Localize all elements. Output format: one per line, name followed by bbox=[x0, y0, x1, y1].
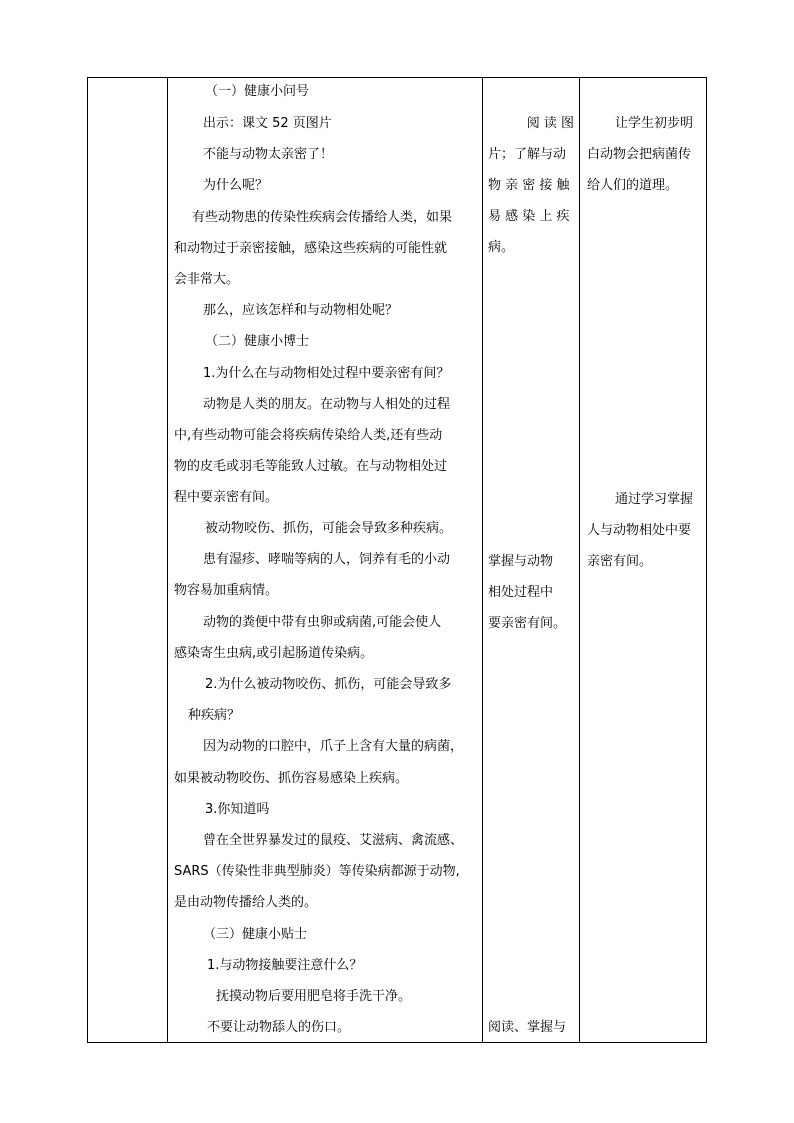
content-line: 抚摸动物后要用肥皂将手洗干净。 bbox=[216, 989, 412, 1004]
student-activity-line: 片；了解与动 bbox=[488, 147, 567, 162]
student-activity-line: 阅读、掌握与 bbox=[488, 1020, 567, 1035]
content-line: 如果被动物咬伤、抓伤容易感染上疾病。 bbox=[174, 771, 409, 786]
content-line: 中,有些动物可能会将疾病传染给人类,还有些动 bbox=[174, 428, 443, 443]
content-line: （二）健康小博士 bbox=[205, 334, 310, 349]
content-line: 2.为什么被动物咬伤、抓伤，可能会导致多 bbox=[205, 677, 452, 692]
content-line: 感染寄生虫病,或引起肠道传染病。 bbox=[174, 646, 374, 661]
content-line: 是由动物传播给人类的。 bbox=[174, 895, 318, 910]
student-activity-line: 易 感 染 上 疾 bbox=[488, 209, 570, 224]
column-divider-1 bbox=[167, 78, 168, 1042]
content-line: 那么，应该怎样和与动物相处呢？ bbox=[203, 303, 399, 318]
content-line: 程中要亲密有间。 bbox=[174, 490, 279, 505]
design-intent-line: 给人们的道理。 bbox=[587, 178, 679, 193]
content-line: （一）健康小问号 bbox=[205, 84, 310, 99]
content-line: 被动物咬伤、抓伤，可能会导致多种疾病。 bbox=[205, 521, 453, 536]
student-activity-line: 物 亲 密 接 触 bbox=[488, 178, 570, 193]
content-line: 动物的粪便中带有虫卵或病菌,可能会使人 bbox=[203, 615, 442, 630]
column-divider-3 bbox=[579, 78, 580, 1042]
content-line: 有些动物患的传染性疾病会传播给人类，如果 bbox=[192, 210, 453, 225]
design-intent-line: 白动物会把病菌传 bbox=[587, 147, 692, 162]
content-line: 和动物过于亲密接触，感染这些疾病的可能性就 bbox=[174, 241, 448, 256]
content-line: 物的皮毛或羽毛等能致人过敏。在与动物相处过 bbox=[174, 459, 448, 474]
student-activity-line: 掌握与动物 bbox=[488, 554, 554, 569]
content-line: 曾在全世界暴发过的鼠疫、艾滋病、禽流感、 bbox=[203, 833, 464, 848]
content-line: 不要让动物舔人的伤口。 bbox=[207, 1020, 351, 1035]
design-intent-line: 亲密有间。 bbox=[587, 554, 653, 569]
design-intent-line: 通过学习掌握 bbox=[615, 492, 694, 507]
design-intent-line: 让学生初步明 bbox=[615, 116, 694, 131]
column-divider-2 bbox=[482, 78, 483, 1042]
student-activity-line: 病。 bbox=[488, 240, 515, 255]
design-intent-line: 人与动物相处中要 bbox=[587, 523, 692, 538]
content-line: 不能与动物太亲密了！ bbox=[203, 147, 334, 162]
student-activity-line: 要亲密有间。 bbox=[488, 616, 567, 631]
content-line: 出示：课文 52 页图片 bbox=[203, 116, 332, 131]
content-line: 动物是人类的朋友。在动物与人相处的过程 bbox=[203, 397, 451, 412]
content-line: 种疾病？ bbox=[188, 708, 241, 723]
content-line: 会非常大。 bbox=[174, 272, 240, 287]
content-line: SARS（传染性非典型肺炎）等传染病都源于动物, bbox=[174, 864, 460, 879]
student-activity-block-2 bbox=[488, 546, 574, 639]
content-line: 物容易加重病情。 bbox=[174, 583, 279, 598]
student-activity-line: 阅 读 图 bbox=[526, 116, 574, 131]
content-line: （三）健康小贴士 bbox=[203, 927, 308, 942]
student-activity-block-1 bbox=[488, 108, 574, 263]
design-intent-block-2 bbox=[587, 484, 705, 577]
content-line: 患有湿疹、哮喘等病的人，饲养有毛的小动 bbox=[203, 552, 451, 567]
content-line: 1.为什么在与动物相处过程中要亲密有间？ bbox=[203, 366, 450, 381]
content-line: 3.你知道吗 bbox=[205, 802, 270, 817]
design-intent-block-1 bbox=[587, 108, 705, 201]
content-line: 1.与动物接触要注意什么？ bbox=[207, 958, 363, 973]
content-line: 为什么呢？ bbox=[203, 178, 269, 193]
student-activity-line: 相处过程中 bbox=[488, 585, 554, 600]
content-line: 因为动物的口腔中，爪子上含有大量的病菌， bbox=[203, 739, 464, 754]
student-activity-block-3 bbox=[488, 1012, 574, 1043]
